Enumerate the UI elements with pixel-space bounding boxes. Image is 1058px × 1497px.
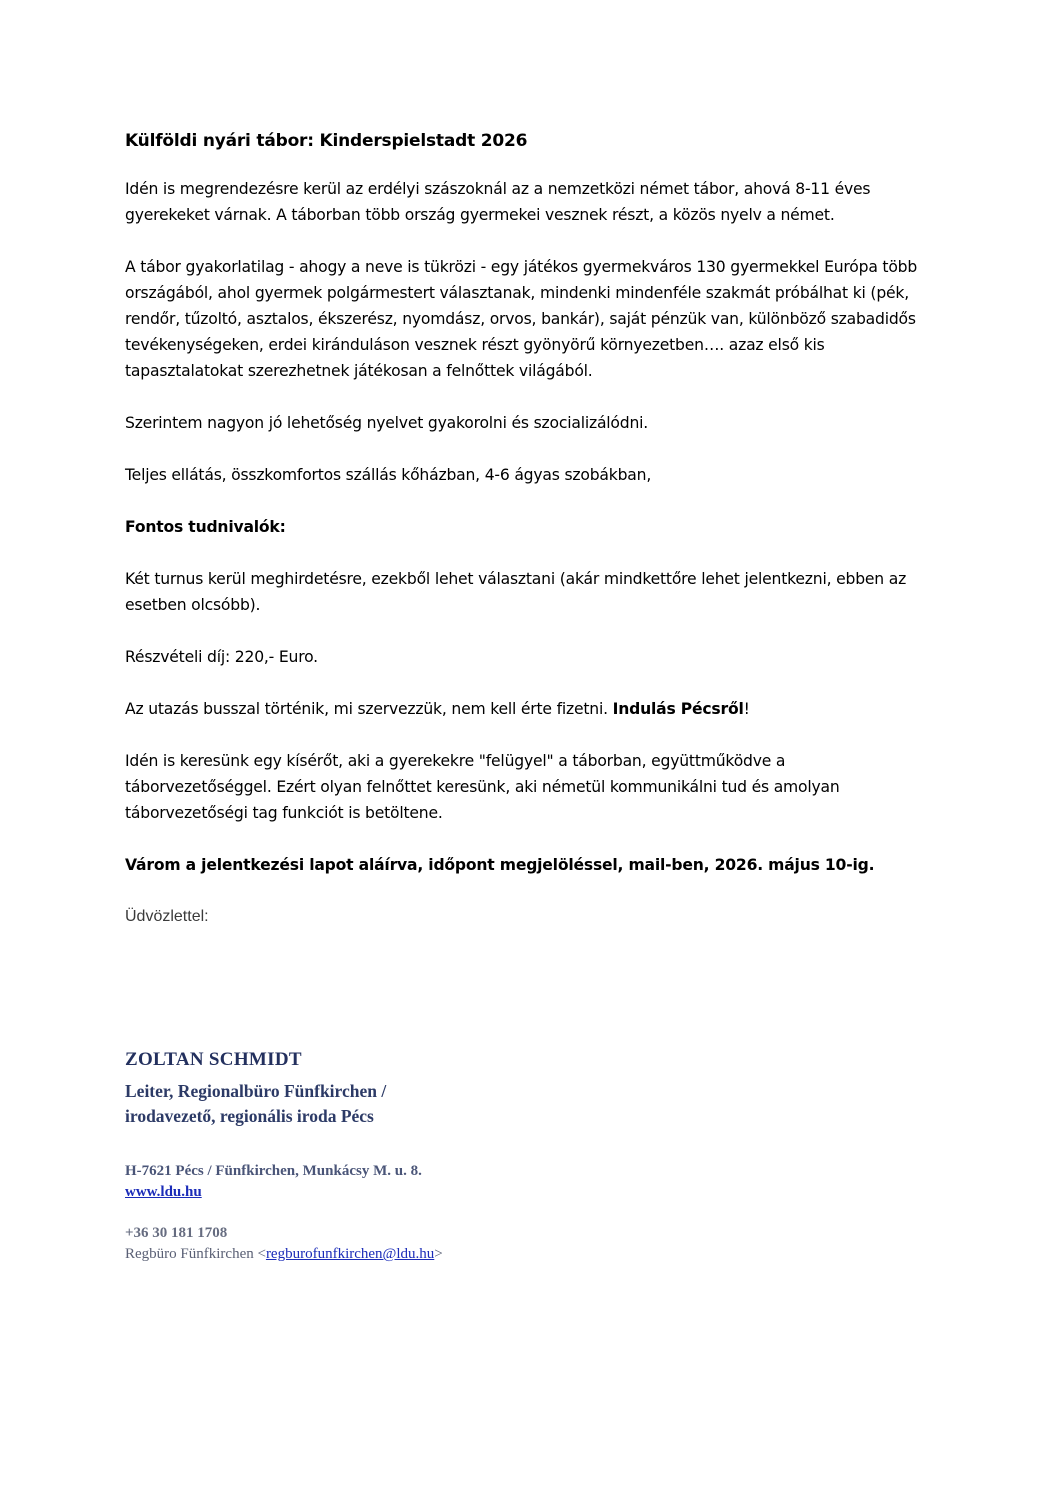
travel-paragraph	[125, 696, 935, 722]
signature-name: ZOLTAN SCHMIDT	[125, 1049, 302, 1070]
travel-end: !	[743, 700, 750, 718]
important-info-heading: Fontos tudnivalók:	[125, 518, 286, 536]
opinion-paragraph: Szerintem nagyon jó lehetőség nyelvet gyakorolni és szocializálódni.	[125, 414, 649, 432]
office-label: Regbüro Fünfkirchen <	[125, 1246, 266, 1262]
fee-paragraph: Részvételi díj: 220,- Euro.	[125, 648, 318, 666]
signature-role-line-1: Leiter, Regionalbüro Fünfkirchen /	[125, 1081, 387, 1101]
travel-text: Az utazás busszal történik, mi szervezzük, nem kell érte fizetni.	[125, 700, 613, 718]
camp-description-paragraph: A tábor gyakorlatilag - ahogy a neve is tükrözi - egy játékos gyermekváros 130 gyermekkel Európa több országából, ahol gyermek polgármestert választanak, mindenki mindenféle szakmát próbálhat ki (pék, rendőr, tűzoltó, asztalos, ékszerész, nyomdász, orvos, bankár), saját pénzük van, különböző szabadidős tevékenységeken, erdei kiránduláson vesznek részt gyönyörű környezetben…. azaz első kis tapasztalatokat szerezhetnek játékosan a felnőttek világából.	[125, 258, 918, 380]
signature-role	[125, 1079, 825, 1129]
sessions-paragraph: Két turnus kerül meghirdetésre, ezekből lehet választani (akár mindkettőre lehet jelentkezni, ebben az esetben olcsóbb).	[125, 570, 907, 614]
signature-role-line-2: irodavezető, regionális iroda Pécs	[125, 1106, 374, 1126]
signature-office-line	[125, 1244, 825, 1265]
signature-phone: +36 30 181 1708	[125, 1225, 228, 1241]
letter-body	[125, 128, 935, 930]
intro-paragraph: Idén is megrendezésre kerül az erdélyi szászoknál az a nemzetközi német tábor, ahová 8-11 éves gyerekeket várnak. A táborban több ország gyermekei vesznek részt, a közös nyelv a német.	[125, 180, 871, 224]
website-link[interactable]: www.ldu.hu	[125, 1184, 202, 1200]
email-link[interactable]: regburofunfkirchen@ldu.hu	[265, 1246, 435, 1262]
departure-highlight: Indulás Pécsről	[612, 700, 744, 718]
deadline-paragraph: Várom a jelentkezési lapot aláírva, időpont megjelöléssel, mail-ben, 2026. május 10-ig.	[125, 856, 875, 874]
signature-block	[125, 1045, 825, 1265]
greeting: Üdvözlettel:	[125, 908, 209, 925]
office-suffix: >	[434, 1246, 443, 1262]
companion-paragraph: Idén is keresünk egy kísérőt, aki a gyerekekre "felügyel" a táborban, együttműködve a táborvezetőséggel. Ezért olyan felnőttet keresünk, aki németül kommunikálni tud és amolyan táborvezetőségi tag funkciót is betöltene.	[125, 752, 840, 822]
document-title: Külföldi nyári tábor: Kinderspielstadt 2026	[125, 131, 528, 151]
signature-address: H-7621 Pécs / Fünfkirchen, Munkácsy M. u. 8.	[125, 1163, 422, 1179]
accommodation-paragraph: Teljes ellátás, összkomfortos szállás kőházban, 4-6 ágyas szobákban,	[125, 466, 652, 484]
